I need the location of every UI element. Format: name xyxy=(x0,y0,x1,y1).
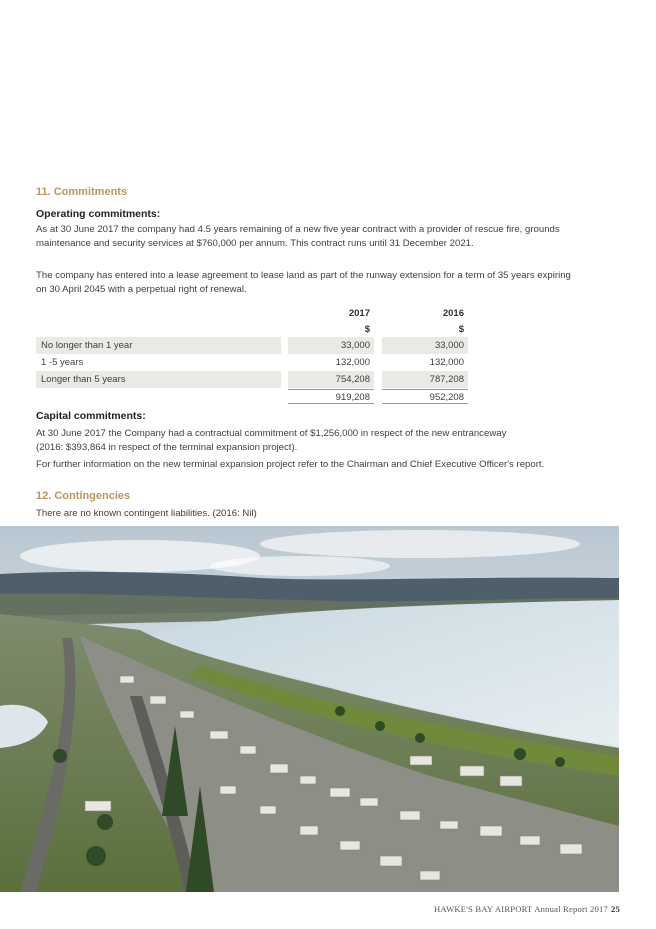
table-row-label: Longer than 5 years xyxy=(36,371,281,388)
year-header-2016: 2016 xyxy=(442,308,464,319)
table-cell-2017: 33,000 xyxy=(288,337,374,354)
section-heading-contingencies: 12. Contingencies xyxy=(36,490,131,502)
total-rule-bottom-2017 xyxy=(288,403,374,404)
coastal-aerial-photo xyxy=(0,526,619,892)
total-rule-bottom-2016 xyxy=(382,403,468,404)
unit-header-2017: $ xyxy=(364,324,370,335)
capital-commitments-paragraph-3: For further information on the new terminal expansion project refer to the Chairman and Chief Executive Officer's report. xyxy=(36,459,545,470)
operating-commitments-paragraph: As at 30 June 2017 the company had 4.5 years remaining of a new five year contract with a provider of rescue fire, grounds maintenance and security services at $760,000 per annum. This contract runs until 31 December 2021. xyxy=(36,224,560,250)
table-cell-2016: 132,000 xyxy=(429,357,464,368)
contingencies-paragraph: There are no known contingent liabilities. (2016: Nil) xyxy=(36,508,257,519)
capital-commitments-paragraph-1: At 30 June 2017 the Company had a contractual commitment of $1,256,000 in respect of the new entranceway xyxy=(36,428,507,439)
table-total-2017: 919,208 xyxy=(335,392,370,403)
table-cell-2017: 132,000 xyxy=(335,357,370,368)
capital-commitments-heading: Capital commitments: xyxy=(36,410,146,422)
page-footer xyxy=(434,904,620,914)
operating-commitments-heading: Operating commitments: xyxy=(36,208,161,220)
table-cell-2016: 787,208 xyxy=(382,371,468,388)
page-number: 25 xyxy=(611,904,620,914)
table-row-label: 1 -5 years xyxy=(41,357,84,368)
year-header-2017: 2017 xyxy=(348,308,370,319)
capital-commitments-paragraph-2: (2016: $393,864 in respect of the terminal expansion project). xyxy=(36,442,298,453)
table-row-label: No longer than 1 year xyxy=(36,337,281,354)
table-cell-2016: 33,000 xyxy=(382,337,468,354)
section-heading-commitments: 11. Commitments xyxy=(36,186,128,198)
unit-header-2016: $ xyxy=(458,324,464,335)
table-cell-2017: 754,208 xyxy=(288,371,374,388)
table-total-2016: 952,208 xyxy=(429,392,464,403)
lease-paragraph: The company has entered into a lease agreement to lease land as part of the runway extension for a term of 35 years expiring on 30 April 2045 with a perpetual right of renewal. xyxy=(36,270,571,296)
footer-text: HAWKE'S BAY AIRPORT Annual Report 2017 xyxy=(433,904,608,914)
